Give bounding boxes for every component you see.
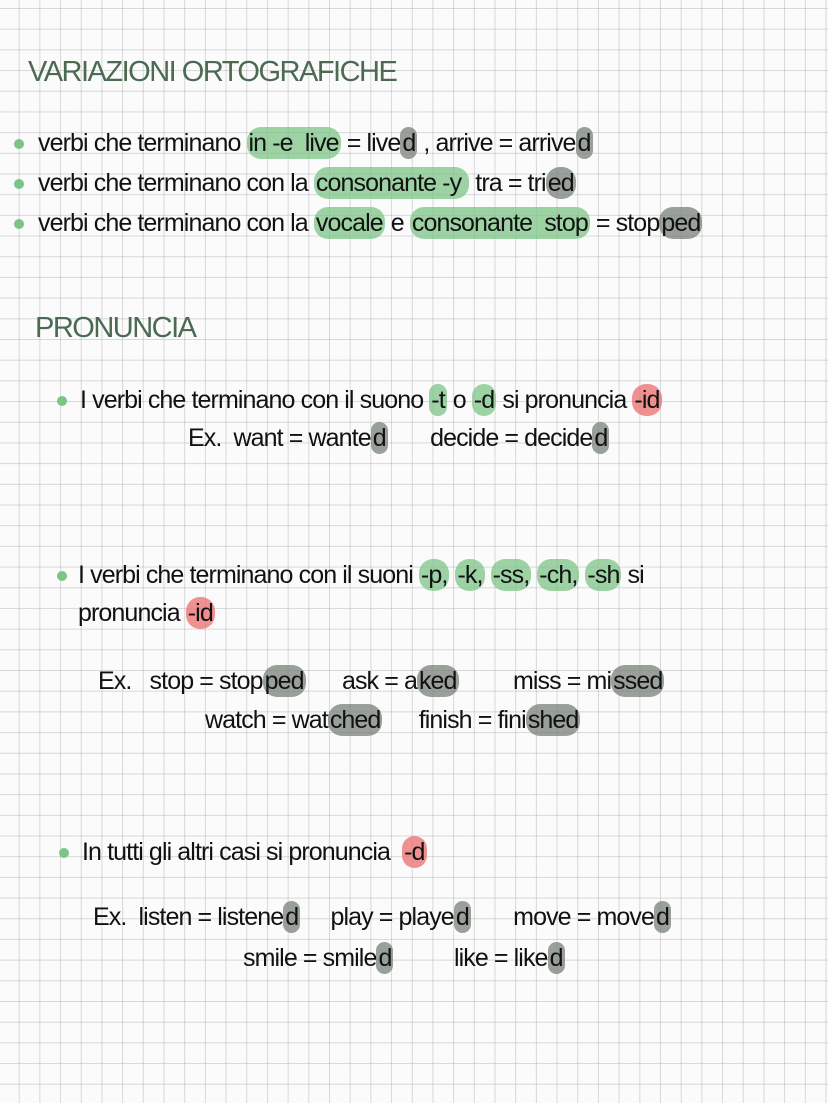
note-text: = stop	[589, 209, 660, 237]
note-text: o	[446, 386, 472, 414]
note-text: decide = decide	[387, 424, 593, 452]
note-text: pronuncia	[78, 599, 186, 627]
bullet-icon	[57, 571, 67, 581]
highlight-green: -k,	[457, 561, 483, 589]
highlight-green: -sh	[587, 561, 620, 589]
highlight-green: consonante stop	[411, 209, 588, 237]
highlight-gray: ed	[547, 169, 574, 197]
highlight-green: -ch,	[539, 561, 578, 589]
note-text: In tutti gli altri casi si pronuncia	[82, 838, 403, 866]
note-line	[188, 421, 609, 455]
note-line	[38, 126, 593, 160]
note-text: finish = fini	[382, 706, 526, 734]
note-text: , arrive = arrive	[417, 129, 576, 157]
note-line	[98, 664, 664, 698]
highlight-gray: d	[455, 903, 469, 931]
note-line	[82, 835, 427, 869]
highlight-gray: shed	[527, 706, 579, 734]
note-text: watch = wat	[205, 706, 328, 734]
note-text: verbi che terminano con la	[38, 209, 314, 237]
note-text: e	[384, 209, 410, 237]
highlight-gray: ked	[418, 667, 457, 695]
bullet-icon	[57, 396, 67, 406]
note-text: tra = tri	[469, 169, 546, 197]
note-text: Ex. want = wante	[188, 424, 371, 452]
highlight-green: in -e live	[248, 129, 339, 157]
highlight-gray: d	[378, 944, 392, 972]
note-text: ask = a	[305, 667, 417, 695]
section-title-pronuncia: PRONUNCIA	[35, 312, 196, 344]
bullet-icon	[14, 139, 24, 149]
note-line	[38, 206, 702, 240]
note-line	[78, 558, 644, 592]
note-line	[93, 900, 671, 934]
note-text: si pronuncia	[496, 386, 633, 414]
note-text: like = like	[393, 944, 548, 972]
highlight-red: -d	[404, 838, 425, 866]
highlight-green: -p,	[420, 561, 448, 589]
note-line	[205, 703, 580, 737]
highlight-gray: d	[372, 424, 386, 452]
note-text: Ex. listen = listene	[93, 903, 284, 931]
highlight-gray: ped	[661, 209, 701, 237]
highlight-gray: d	[285, 903, 299, 931]
note-text: smile = smile	[243, 944, 377, 972]
bullet-icon	[14, 219, 24, 229]
highlight-gray: d	[577, 129, 591, 157]
note-text: si	[621, 561, 644, 589]
note-text	[485, 561, 491, 589]
note-line	[78, 596, 215, 630]
note-text: play = playe	[300, 903, 454, 931]
highlight-gray: ched	[329, 706, 381, 734]
note-text: verbi che terminano con la	[38, 169, 314, 197]
note-text: = live	[340, 129, 401, 157]
highlight-gray: ssed	[613, 667, 663, 695]
highlight-red: -id	[634, 386, 660, 414]
note-line	[38, 166, 576, 200]
note-text: verbi che terminano	[38, 129, 247, 157]
highlight-gray: ped	[264, 667, 304, 695]
bullet-icon	[59, 848, 69, 858]
highlight-gray: d	[402, 129, 416, 157]
highlight-green: -d	[473, 386, 495, 414]
highlight-gray: d	[656, 903, 670, 931]
highlight-green: vocale	[315, 209, 383, 237]
highlight-gray: d	[594, 424, 608, 452]
highlight-red: -id	[187, 599, 213, 627]
note-text: Ex. stop = stop	[98, 667, 263, 695]
highlight-gray: d	[549, 944, 563, 972]
note-text: I verbi che terminano con il suoni	[78, 561, 419, 589]
highlight-green: -t	[431, 386, 445, 414]
highlight-green: -ss,	[492, 561, 530, 589]
note-text: miss = mi	[458, 667, 612, 695]
note-text: move = move	[470, 903, 655, 931]
section-title-variazioni-ortografiche: VARIAZIONI ORTOGRAFICHE	[28, 56, 397, 88]
note-line	[80, 383, 662, 417]
highlight-green: consonante -y	[315, 169, 468, 197]
bullet-icon	[14, 179, 24, 189]
note-line	[243, 941, 565, 975]
note-text: I verbi che terminano con il suono	[80, 386, 430, 414]
